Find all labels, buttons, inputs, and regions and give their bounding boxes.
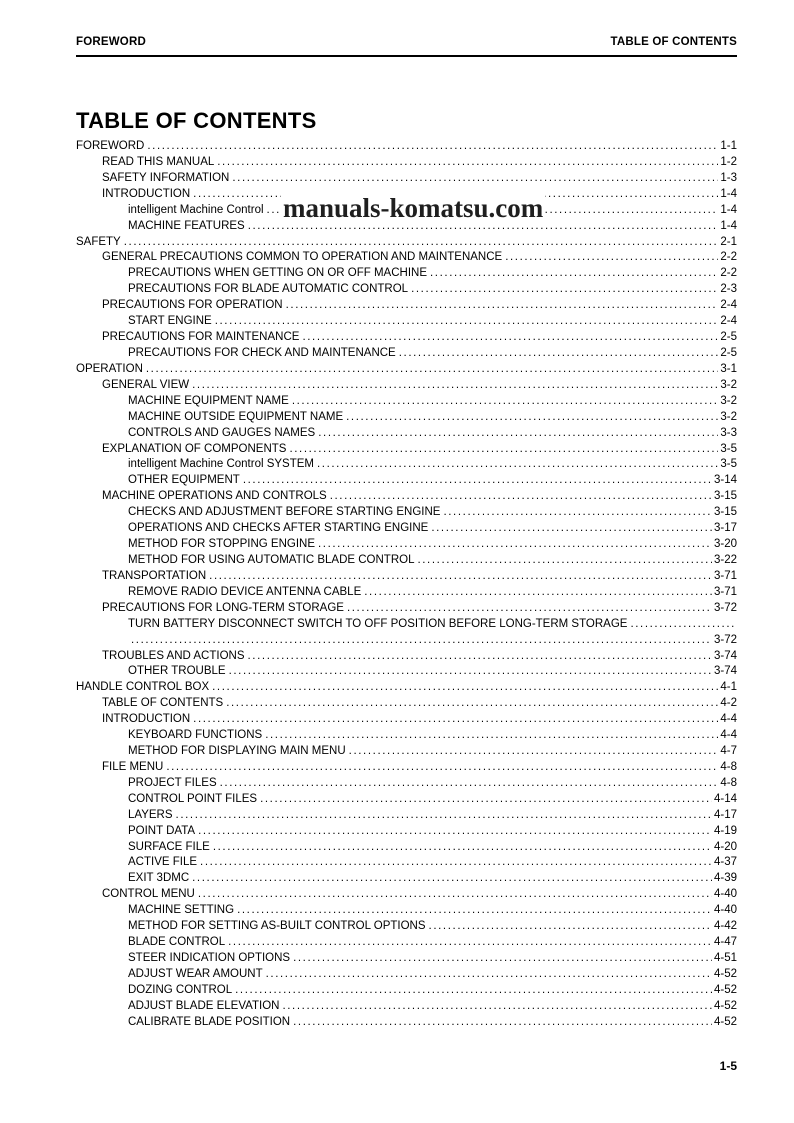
toc-entry-page: 4-8 (720, 776, 737, 789)
toc-entry-label: HANDLE CONTROL BOX (76, 681, 210, 694)
toc-entry-page: 4-51 (713, 952, 737, 965)
toc-dot-leader (176, 808, 712, 824)
toc-entry-page: 3-15 (713, 506, 737, 519)
toc-dot-leader (630, 617, 735, 633)
toc-entry-label: PRECAUTIONS FOR CHECK AND MAINTENANCE (128, 346, 396, 359)
toc-entry-page: 4-47 (713, 936, 737, 949)
toc-dot-leader (417, 553, 712, 569)
toc-entry (76, 585, 737, 601)
page-title: TABLE OF CONTENTS (76, 108, 317, 133)
toc-entry-label: OPERATION (76, 362, 143, 375)
toc-entry-page: 3-2 (720, 378, 737, 391)
toc-entry-page: 2-5 (720, 331, 737, 344)
toc-dot-leader (364, 585, 712, 601)
header-left-label: FOREWORD (76, 36, 146, 48)
toc-entry-page: 1-1 (720, 140, 737, 152)
toc-dot-leader (237, 903, 712, 919)
toc-entry-page: 4-8 (720, 760, 737, 773)
toc-entry (76, 633, 737, 649)
toc-entry-page: 4-4 (720, 713, 737, 726)
toc-dot-leader (265, 728, 718, 744)
toc-entry-page: 2-4 (720, 299, 737, 312)
toc-dot-leader (220, 776, 719, 792)
toc-entry-label: READ THIS MANUAL (102, 155, 215, 168)
toc-entry (76, 855, 737, 871)
toc-entry (76, 505, 737, 521)
toc-entry (76, 824, 737, 840)
toc-dot-leader (292, 394, 719, 410)
toc-entry-label: METHOD FOR STOPPING ENGINE (128, 538, 315, 551)
toc-dot-leader (286, 298, 719, 314)
toc-entry-label: OTHER EQUIPMENT (128, 474, 240, 487)
toc-dot-leader (229, 664, 712, 680)
toc-entry (76, 744, 737, 760)
toc-entry-page: 4-40 (713, 888, 737, 901)
toc-entry (76, 298, 737, 314)
toc-entry (76, 999, 737, 1015)
toc-entry (76, 442, 737, 458)
toc-entry (76, 537, 737, 553)
toc-entry-page: 3-15 (713, 490, 737, 503)
toc-dot-leader (166, 760, 718, 776)
toc-entry-label: POINT DATA (128, 824, 196, 837)
toc-dot-leader (198, 824, 712, 840)
toc-entry-page: 3-5 (720, 458, 737, 471)
toc-entry-page: 3-71 (713, 585, 737, 598)
toc-entry-page: 4-2 (720, 697, 737, 710)
toc-entry-label: TRANSPORTATION (102, 569, 207, 582)
toc-dot-leader (347, 601, 712, 617)
toc-dot-leader (346, 410, 718, 426)
toc-entry-page: 3-20 (713, 538, 737, 551)
toc-entry (76, 553, 737, 569)
toc-dot-leader (228, 935, 712, 951)
toc-dot-leader (212, 680, 718, 696)
toc-entry-page: 3-74 (713, 665, 737, 678)
toc-entry-label: intelligent Machine Control (128, 203, 264, 216)
toc-entry (76, 266, 737, 282)
toc-dot-leader (235, 983, 712, 999)
toc-dot-leader (226, 696, 718, 712)
toc-entry-page: 4-20 (713, 840, 737, 853)
toc-entry-label: SURFACE FILE (128, 840, 210, 853)
toc-entry (76, 871, 737, 887)
header-right-label: TABLE OF CONTENTS (610, 36, 737, 48)
toc-entry-label: SAFETY INFORMATION (102, 171, 230, 184)
toc-dot-leader (215, 314, 719, 330)
toc-entry-label: GENERAL PRECAUTIONS COMMON TO OPERATION AND MAINTENANCE (102, 251, 503, 264)
toc-entry-label: PRECAUTIONS FOR OPERATION (102, 299, 283, 312)
toc-entry-page: 4-1 (720, 681, 737, 694)
toc-entry-label: LAYERS (128, 808, 173, 821)
toc-entry-page: 3-5 (720, 442, 737, 455)
toc-entry-label: METHOD FOR DISPLAYING MAIN MENU (128, 745, 346, 758)
toc-entry-page: 2-5 (720, 346, 737, 359)
toc-entry-label: MACHINE SETTING (128, 904, 235, 917)
toc-entry-label: CALIBRATE BLADE POSITION (128, 1015, 291, 1028)
toc-entry (76, 378, 737, 394)
toc-entry-label: ADJUST BLADE ELEVATION (128, 999, 280, 1012)
toc-dot-leader (349, 744, 719, 760)
toc-entry-page: 4-4 (720, 729, 737, 742)
toc-entry-label: PROJECT FILES (128, 776, 217, 789)
toc-entry-label: GENERAL VIEW (102, 378, 190, 391)
toc-dot-leader (330, 489, 712, 505)
toc-entry-page: 2-4 (720, 315, 737, 328)
toc-entry-label: START ENGINE (128, 315, 212, 328)
toc-entry-page: 1-4 (720, 203, 737, 216)
toc-entry-label: METHOD FOR USING AUTOMATIC BLADE CONTROL (128, 553, 415, 566)
toc-entry (76, 680, 737, 696)
toc-entry-label: ACTIVE FILE (128, 856, 198, 869)
toc-entry (76, 760, 737, 776)
toc-entry (76, 696, 737, 712)
toc-list (76, 139, 737, 1031)
toc-entry (76, 362, 737, 378)
toc-entry (76, 967, 737, 983)
toc-entry-page: 4-52 (713, 967, 737, 980)
toc-entry-label: CONTROL POINT FILES (128, 792, 258, 805)
toc-entry-label: REMOVE RADIO DEVICE ANTENNA CABLE (128, 585, 362, 598)
toc-entry-label: PRECAUTIONS FOR BLADE AUTOMATIC CONTROL (128, 283, 409, 296)
toc-dot-leader (193, 712, 718, 728)
toc-entry (76, 840, 737, 856)
toc-entry (76, 489, 737, 505)
toc-dot-leader (302, 330, 718, 346)
toc-entry-label: STEER INDICATION OPTIONS (128, 952, 291, 965)
toc-entry (76, 521, 737, 537)
toc-entry (76, 282, 737, 298)
toc-entry (76, 808, 737, 824)
toc-dot-leader (429, 919, 712, 935)
toc-entry-label: CHECKS AND ADJUSTMENT BEFORE STARTING ENGINE (128, 506, 441, 519)
toc-dot-leader (399, 346, 719, 362)
toc-entry-label: MACHINE EQUIPMENT NAME (128, 394, 289, 407)
toc-entry-page: 4-52 (713, 983, 737, 996)
toc-entry (76, 951, 737, 967)
toc-entry (76, 983, 737, 999)
toc-entry-label: TURN BATTERY DISCONNECT SWITCH TO OFF POSITION BEFORE LONG-TERM STORAGE (128, 617, 628, 630)
toc-entry (76, 457, 737, 473)
toc-entry-label: METHOD FOR SETTING AS-BUILT CONTROL OPTIONS (128, 920, 426, 933)
toc-entry (76, 139, 737, 155)
toc-dot-leader (192, 378, 718, 394)
toc-entry-page: 1-4 (720, 219, 737, 232)
toc-entry-page: 1-4 (720, 187, 737, 200)
toc-dot-leader (232, 171, 718, 187)
toc-entry-page: 1-2 (720, 155, 737, 168)
toc-entry-page: 3-22 (713, 553, 737, 566)
toc-entry (76, 903, 737, 919)
toc-entry-label: ADJUST WEAR AMOUNT (128, 967, 263, 980)
toc-entry-page: 4-7 (720, 745, 737, 758)
toc-entry (76, 601, 737, 617)
toc-entry-label: CONTROLS AND GAUGES NAMES (128, 426, 316, 439)
toc-entry-page: 4-52 (713, 999, 737, 1012)
toc-entry-label: TROUBLES AND ACTIONS (102, 649, 245, 662)
toc-dot-leader (293, 1015, 712, 1031)
toc-entry (76, 776, 737, 792)
toc-entry-page: 3-72 (713, 601, 737, 614)
toc-entry-page: 3-71 (713, 569, 737, 582)
toc-entry-page: 3-74 (713, 649, 737, 662)
toc-dot-leader (505, 250, 718, 266)
page-header (76, 36, 737, 57)
toc-entry-label: PRECAUTIONS FOR MAINTENANCE (102, 331, 300, 344)
toc-entry-page: 3-2 (720, 410, 737, 423)
toc-entry (76, 728, 737, 744)
toc-entry (76, 410, 737, 426)
toc-entry (76, 330, 737, 346)
toc-entry (76, 919, 737, 935)
toc-entry (76, 649, 737, 665)
toc-entry (76, 664, 737, 680)
toc-dot-leader (198, 887, 712, 903)
toc-entry (76, 171, 737, 187)
toc-entry-label: MACHINE FEATURES (128, 219, 245, 232)
toc-entry-label: FOREWORD (76, 140, 145, 152)
toc-dot-leader (293, 951, 712, 967)
toc-entry (76, 1015, 737, 1031)
toc-entry-page: 4-40 (713, 904, 737, 917)
toc-entry-page: 1-3 (720, 171, 737, 184)
toc-dot-leader (318, 537, 712, 553)
footer-page-number: 1-5 (719, 1059, 737, 1073)
toc-entry-page: 2-2 (720, 267, 737, 280)
toc-entry-page: 4-37 (713, 856, 737, 869)
toc-entry (76, 935, 737, 951)
toc-entry (76, 473, 737, 489)
toc-dot-leader (317, 457, 718, 473)
toc-dot-leader (146, 362, 718, 378)
toc-dot-leader (243, 473, 712, 489)
toc-entry-label: MACHINE OUTSIDE EQUIPMENT NAME (128, 410, 344, 423)
toc-entry-page: 3-2 (720, 394, 737, 407)
toc-entry-page: 2-1 (720, 235, 737, 248)
toc-entry-label: CONTROL MENU (102, 888, 195, 901)
toc-dot-leader (131, 633, 712, 649)
toc-entry-label: KEYBOARD FUNCTIONS (128, 729, 263, 742)
toc-entry-page: 2-2 (720, 251, 737, 264)
toc-entry-label: MACHINE OPERATIONS AND CONTROLS (102, 490, 327, 503)
toc-entry-page: 4-17 (713, 808, 737, 821)
toc-entry-page: 3-17 (713, 522, 737, 535)
toc-dot-leader (282, 999, 712, 1015)
toc-dot-leader (147, 139, 718, 155)
toc-entry-page: 3-72 (713, 633, 737, 646)
toc-entry (76, 887, 737, 903)
toc-entry-label: INTRODUCTION (102, 713, 191, 726)
toc-dot-leader (431, 521, 712, 537)
toc-entry-label: EXPLANATION OF COMPONENTS (102, 442, 287, 455)
toc-entry-label: OPERATIONS AND CHECKS AFTER STARTING ENGINE (128, 522, 429, 535)
toc-entry (76, 250, 737, 266)
toc-entry (76, 426, 737, 442)
toc-dot-leader (124, 235, 719, 251)
toc-entry-page: 4-42 (713, 920, 737, 933)
toc-dot-leader (318, 426, 718, 442)
toc-entry (76, 569, 737, 585)
toc-dot-leader (443, 505, 712, 521)
toc-entry-label: PRECAUTIONS WHEN GETTING ON OR OFF MACHINE (128, 267, 428, 280)
watermark-text: manuals-komatsu.com (283, 193, 544, 223)
toc-entry (76, 235, 737, 251)
toc-entry-page: 2-3 (720, 283, 737, 296)
toc-entry-label: DOZING CONTROL (128, 983, 233, 996)
toc-dot-leader (289, 442, 718, 458)
toc-dot-leader (192, 871, 712, 887)
toc-entry-label: intelligent Machine Control SYSTEM (128, 458, 314, 471)
toc-entry-label: EXIT 3DMC (128, 872, 190, 885)
toc-entry-label: TABLE OF CONTENTS (102, 697, 224, 710)
toc-entry (76, 394, 737, 410)
toc-dot-leader (217, 155, 718, 171)
toc-entry-page: 3-14 (713, 474, 737, 487)
toc-entry-page: 4-19 (713, 824, 737, 837)
toc-entry-page: 4-52 (713, 1015, 737, 1028)
toc-entry-label: FILE MENU (102, 760, 164, 773)
toc-entry-label: SAFETY (76, 235, 121, 248)
toc-dot-leader (248, 649, 712, 665)
toc-entry-page: 3-1 (720, 362, 737, 375)
toc-entry (76, 155, 737, 171)
toc-entry-label: INTRODUCTION (102, 187, 191, 200)
toc-entry-label: PRECAUTIONS FOR LONG-TERM STORAGE (102, 601, 344, 614)
toc-dot-leader (411, 282, 718, 298)
toc-dot-leader (200, 855, 712, 871)
toc-dot-leader (260, 792, 712, 808)
toc-entry-page: 4-39 (713, 872, 737, 885)
toc-entry-page: 4-14 (713, 792, 737, 805)
toc-entry (76, 792, 737, 808)
toc-entry (76, 617, 737, 633)
toc-entry (76, 314, 737, 330)
toc-entry (76, 346, 737, 362)
toc-dot-leader (213, 840, 712, 856)
toc-dot-leader (266, 967, 712, 983)
toc-entry-label: OTHER TROUBLE (128, 665, 226, 678)
toc-entry-label: BLADE CONTROL (128, 936, 226, 949)
toc-dot-leader (209, 569, 712, 585)
toc-entry (76, 712, 737, 728)
toc-entry-page: 3-3 (720, 426, 737, 439)
toc-dot-leader (430, 266, 718, 282)
